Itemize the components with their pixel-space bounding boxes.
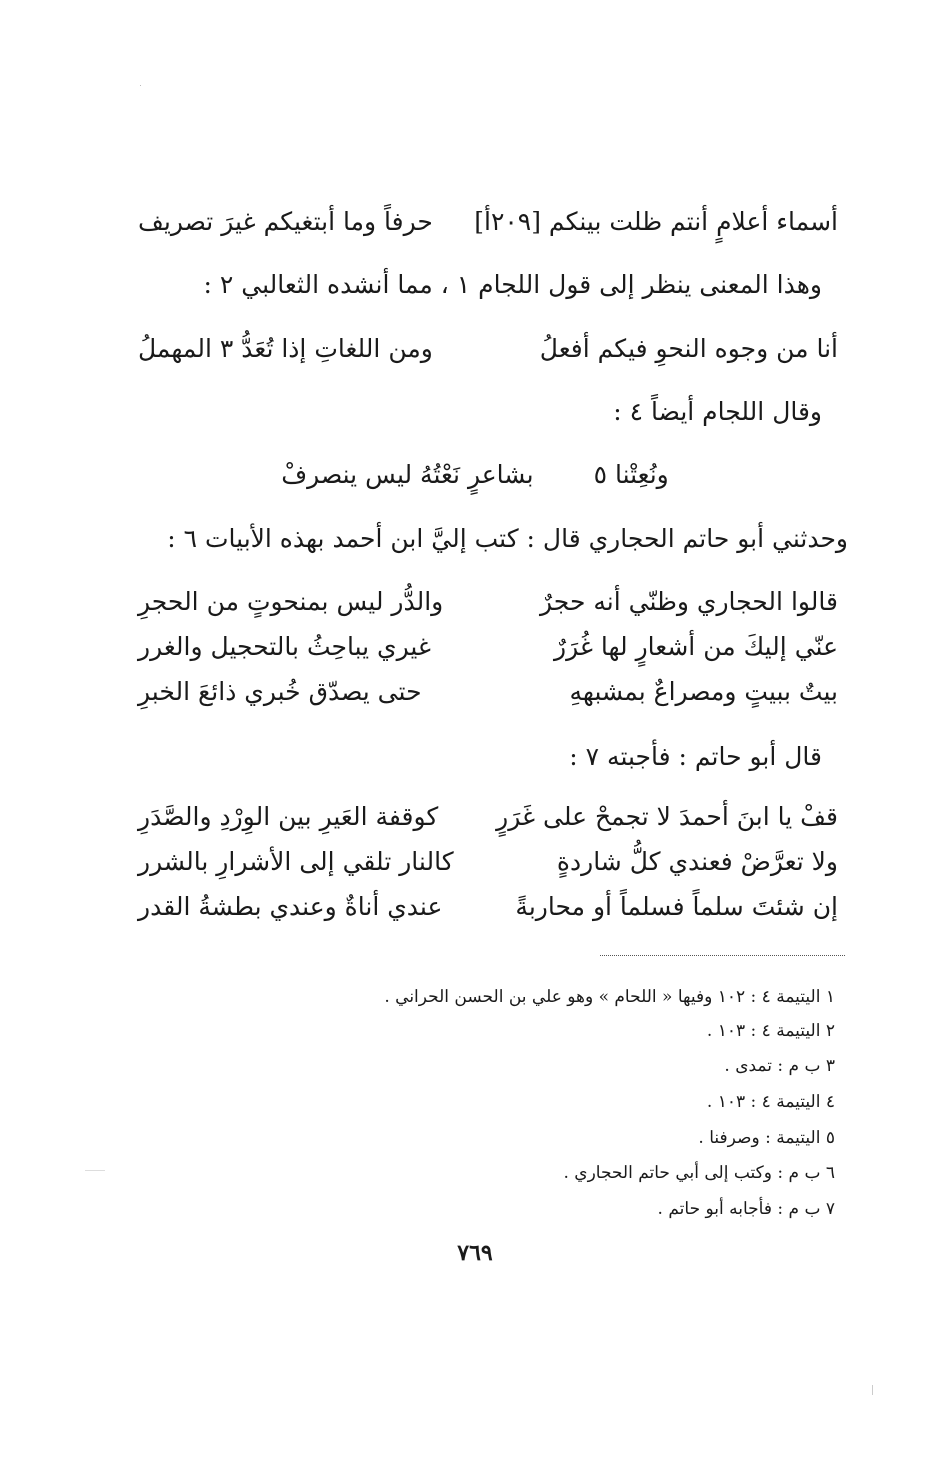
verse-second-hemistich: كوقفة العَيرِ بين الوِرْدِ والصَّدَرِ — [138, 802, 439, 831]
verse-second-hemistich: حتى يصدّق خُبري ذائعَ الخبرِ — [138, 677, 422, 706]
poem-1-line — [138, 630, 838, 664]
footnote: ٣ ب م : تمدى . — [724, 1056, 835, 1076]
poem-2-line — [138, 890, 838, 924]
footnote: ١ اليتيمة ٤ : ١٠٢ وفيها « اللحام » وهو علي بن الحسن الحراني . — [384, 987, 835, 1007]
verse-second-hemistich: بشاعرٍ نَعْتُهُ ليس ينصرفْ — [281, 460, 534, 489]
verse-first-hemistich: قالوا الحجاري وظنّي أنه حجرٌ — [540, 587, 838, 616]
opening-verse — [138, 205, 838, 239]
verse-first-hemistich: قفْ يا ابنَ أحمدَ لا تجمحْ على غَرَرٍ — [496, 802, 838, 831]
poem-1-line — [138, 675, 838, 709]
scan-speck — [85, 1170, 105, 1171]
verse-first-hemistich: أنا من وجوه النحوِ فيكم أفعلُ — [539, 334, 838, 363]
footnote: ٥ اليتيمة : وصرفنا . — [698, 1128, 835, 1148]
poem-2-line — [138, 845, 838, 879]
poem-2-line — [138, 800, 838, 834]
prose-line-4: قال أبو حاتم : فأجبته ٧ : — [569, 742, 822, 771]
footnote: ٤ اليتيمة ٤ : ١٠٣ . — [706, 1092, 835, 1112]
page-number: ٧٦٩ — [457, 1240, 493, 1266]
verse-first-hemistich: عنّي إليكَ من أشعارٍ لها غُرَرٌ — [554, 632, 838, 661]
verse-first-hemistich: ونُعِتْنا ٥ — [593, 460, 669, 489]
footnote: ٢ اليتيمة ٤ : ١٠٣ . — [706, 1021, 835, 1041]
verse-second-hemistich: والدُّر ليس بمنحوتٍ من الحجرِ — [138, 587, 444, 616]
verse-first-hemistich: بيتٌ ببيتٍ ومصراعٌ بمشبههِ — [569, 677, 838, 706]
verse-second-hemistich: كالنار تلقي إلى الأشرارِ بالشرر — [138, 847, 454, 876]
footnote-separator — [600, 955, 845, 956]
scan-speck — [140, 85, 141, 86]
verse-second-hemistich: ومن اللغاتِ إذا تُعَدُّ ٣ المهملُ — [138, 334, 433, 363]
prose-line-2: وقال اللجام أيضاً ٤ : — [613, 397, 822, 426]
verse-second-hemistich: حرفاً وما أبتغيكم غيرَ تصريف — [138, 207, 433, 236]
footnote: ٧ ب م : فأجابه أبو حاتم . — [657, 1199, 835, 1219]
footnote: ٦ ب م : وكتب إلى أبي حاتم الحجاري . — [563, 1163, 835, 1183]
verse-second-hemistich: غيري يباحِثُ بالتحجيل والغرر — [138, 632, 431, 661]
verse-a — [138, 332, 838, 366]
prose-line-3: وحدثني أبو حاتم الحجاري قال : كتب إليَّ ابن أحمد بهذه الأبيات ٦ : — [167, 524, 848, 553]
poem-1-line — [138, 585, 838, 619]
prose-line-1: وهذا المعنى ينظر إلى قول اللجام ١ ، مما أنشده الثعالبي ٢ : — [203, 270, 822, 299]
verse-first-hemistich: أسماء أعلامٍ أنتم ظلت بينكم [٢٠٩أ] — [474, 207, 838, 236]
verse-first-hemistich: إن شئتَ سلماً فسلماً أو محاربةً — [515, 892, 838, 921]
verse-first-hemistich: ولا تعرَّضْ فعندي كلُّ شاردةٍ — [556, 847, 838, 876]
verse-second-hemistich: عندي أناةٌ وعندي بطشةُ القدر — [138, 892, 443, 921]
scan-speck — [872, 1385, 873, 1395]
verse-b — [0, 458, 950, 492]
